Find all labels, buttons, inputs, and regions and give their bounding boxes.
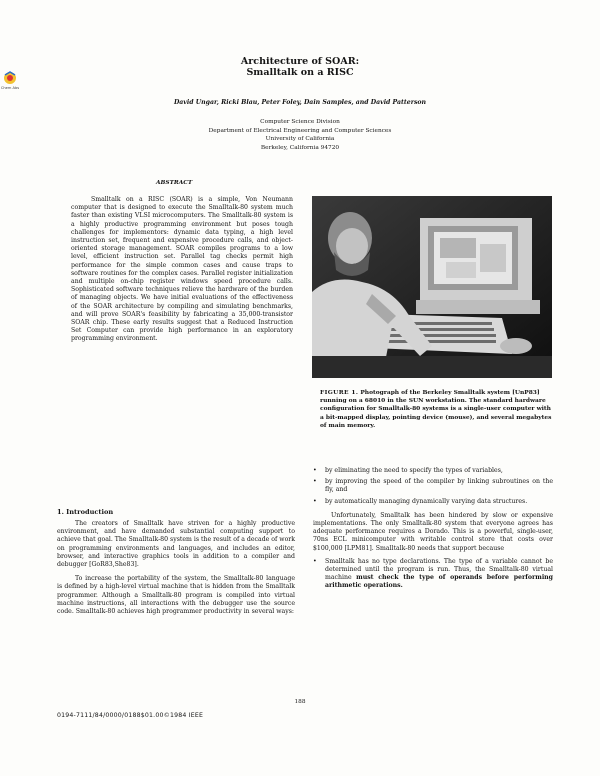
affiliation-line: University of California — [265, 136, 335, 143]
affiliation — [0, 118, 600, 152]
list-item — [313, 558, 553, 591]
paper-title — [0, 56, 600, 78]
figure-caption — [320, 389, 552, 430]
abstract-heading: ABSTRACT — [156, 180, 193, 186]
section-heading-introduction: 1. Introduction — [57, 508, 114, 516]
title-line-2: Smalltalk on a RISC — [246, 67, 354, 78]
affiliation-line: Berkeley, California 94720 — [260, 144, 340, 151]
list-item: • by eliminating the need to specify the types of variables, — [313, 467, 553, 475]
list-item: • by improving the speed of the compiler by linking subroutines on the fly, and — [313, 478, 553, 494]
title-line-1: Architecture of SOAR: — [240, 56, 360, 67]
figure-label: FIGURE 1. — [320, 389, 359, 396]
logo-lettering: Chem Abs — [0, 86, 20, 90]
list-item: • by automatically managing dynamically varying data structures. — [313, 498, 553, 506]
intro-column — [57, 520, 295, 616]
bullet-text-bold: must check the type of operands before performing arithmetic operations. — [325, 574, 553, 590]
abstract-body: Smalltalk on a RISC (SOAR) is a simple, Von Neumann computer that is designed to execute the Smalltalk-80 system much faster than existing VLSI microcomputers. The Smalltalk-80 system is a highly productive programming environment but poses tough challenges for implementors: dynamic data typing, a high level instruction set, frequent and expensive procedure calls, and object-oriented storage management. SOAR compiles programs to a low level, efficient instruction set. Parallel tag checks permit high performance for the simple common cases and cause traps to software routines for the complex cases. Parallel register initialization and multiple on-chip register windows speed procedure calls. Sophisticated software techniques relieve the hardware of the burden of managing objects. We have initial evaluations of the effectiveness of the SOAR architecture by compiling and simulating benchmarks, and will prove SOAR's feasibility by fabricating a 35,000-transistor SOAR chip. These early results suggest that a Reduced Instruction Set Computer can provide high performance in an exploratory programming environment. — [71, 196, 293, 343]
right-paragraph: Unfortunately, Smalltalk has been hindered by slow or expensive implementations. The only Smalltalk-80 system that everyone agrees has adequate performance requires a Dorado. This is a powerful, single-user, 70ns ECL minicomputer with writable control store that costs over $100,000 [LPM81]. Smalltalk-80 needs that support because — [313, 511, 553, 552]
affiliation-line: Department of Electrical Engineering and Computer Sciences — [208, 127, 392, 134]
page-number: 188 — [294, 699, 306, 705]
bullet-text: Smalltalk has no type declarations. The type of a variable cannot be determined until the program is run. Thus, the Smalltalk-80 virtual machine — [325, 557, 553, 582]
intro-paragraph-2: To increase the portability of the system, the Smalltalk-80 language is defined by a high-level virtual machine that is hidden from the Smalltalk programmer. Although a Smalltalk-80 program is compiled into virtual machine instructions, all interactions with the debugger use the source code. Smalltalk-80 achieves high programmer productivity in several ways: — [57, 575, 295, 616]
affiliation-line: Computer Science Division — [260, 119, 340, 125]
right-column — [313, 467, 553, 591]
intro-paragraph-1: The creators of Smalltalk have striven for a highly productive environment, and have demanded substantial computing support to achieve that goal. The Smalltalk-80 system is the result of a decade of work on programming environments and languages, and includes an editor, browser, and interactive graphics tools in addition to a compiler and debugger [GoR83,She83]. — [57, 520, 296, 569]
figure-caption-text: Photograph of the Berkeley Smalltalk system [UnP83] running on a 68010 in the SUN workstation. The standard hardware configuration for Smalltalk-80 systems is a single-user computer with a bit-mapped display, pointing device (mouse), and several megabytes of main memory. — [320, 389, 552, 429]
authors: David Ungar, Ricki Blau, Peter Foley, Dain Samples, and David Patterson — [173, 99, 427, 106]
figure-photograph — [312, 196, 552, 378]
copyright-footer: 0194-7111/84/0000/0188$01.00©1984 IEEE — [57, 712, 204, 719]
